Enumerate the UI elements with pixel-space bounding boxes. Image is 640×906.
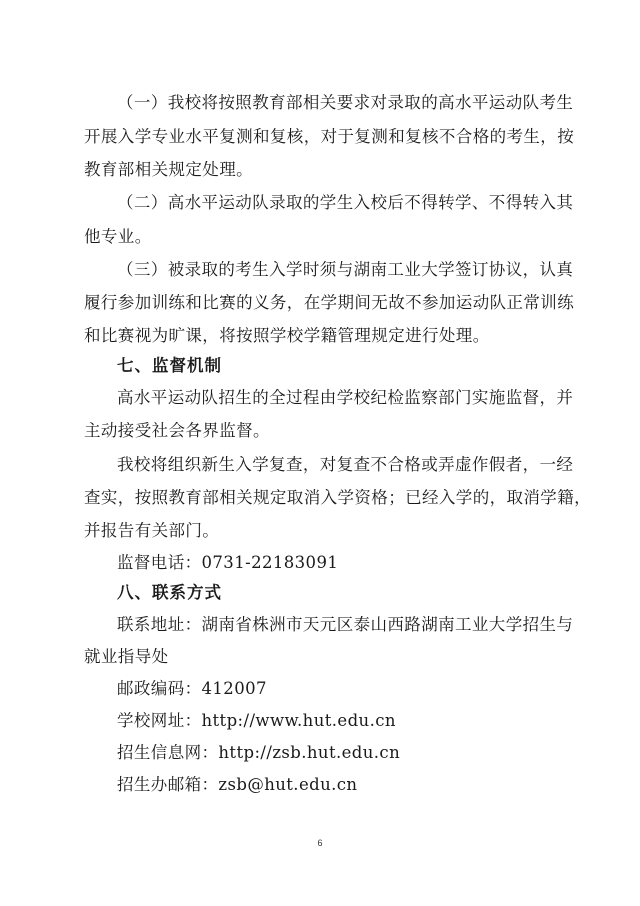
supervision-hotline: 监督电话：0731-22183091: [117, 553, 339, 572]
contact-address-line1: 联系地址：湖南省株洲市天元区泰山西路湖南工业大学招生与: [117, 615, 574, 634]
para-recheck-line3: 并报告有关部门。: [84, 521, 220, 540]
para-admission-review-line2: 开展入学专业水平复测和复核，对于复测和复核不合格的考生，按: [84, 127, 575, 146]
contact-postcode: 邮政编码：412007: [117, 679, 267, 698]
para-no-transfer-line1: （二）高水平运动队录取的学生入校后不得转学、不得转入其: [117, 193, 574, 212]
contact-email: 招生办邮箱：zsb@hut.edu.cn: [117, 775, 358, 794]
para-no-transfer-line2: 他专业。: [84, 227, 152, 246]
para-agreement-line3: 和比赛视为旷课，将按照学校学籍管理规定进行处理。: [84, 326, 490, 345]
para-recheck-line1: 我校将组织新生入学复查，对复查不合格或弄虚作假者，一经: [117, 455, 574, 474]
page-number: 6: [317, 838, 323, 848]
para-admission-review-line3: 教育部相关规定处理。: [84, 160, 253, 179]
para-recheck-line2: 查实，按照教育部相关规定取消入学资格；已经入学的，取消学籍，: [84, 488, 591, 507]
contact-address-line2: 就业指导处: [84, 647, 169, 666]
para-agreement-line1: （三）被录取的考生入学时须与湖南工业大学签订协议，认真: [117, 260, 574, 279]
section-heading-contact: 八、联系方式: [117, 583, 222, 602]
section-heading-supervision: 七、监督机制: [117, 356, 222, 375]
para-agreement-line2: 履行参加训练和比赛的义务，在学期间无故不参加运动队正常训练: [84, 293, 575, 312]
contact-admissions-site: 招生信息网：http://zsb.hut.edu.cn: [117, 743, 401, 762]
para-admission-review-line1: （一）我校将按照教育部相关要求对录取的高水平运动队考生: [117, 93, 574, 112]
para-supervision-line2: 主动接受社会各界监督。: [84, 421, 270, 440]
para-supervision-line1: 高水平运动队招生的全过程由学校纪检监察部门实施监督，并: [117, 388, 574, 407]
contact-website: 学校网址：http://www.hut.edu.cn: [117, 711, 396, 730]
